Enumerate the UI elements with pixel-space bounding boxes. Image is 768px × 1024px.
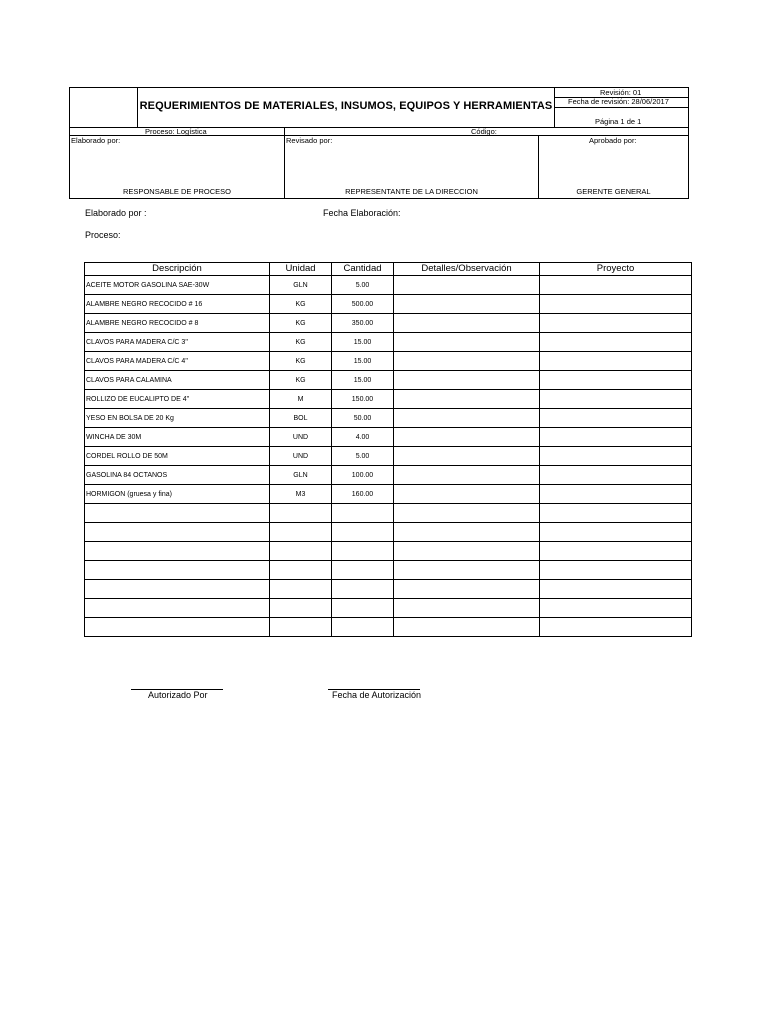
- proceso-header: Proceso: Logística: [145, 127, 207, 136]
- table-row: [85, 371, 692, 390]
- table-row: [85, 333, 692, 352]
- table-row: [85, 428, 692, 447]
- table-row: [85, 580, 692, 599]
- cell-descripcion[interactable]: [85, 523, 270, 542]
- cell-detalles[interactable]: [394, 542, 540, 561]
- cell-unidad[interactable]: [270, 618, 332, 637]
- cell-descripcion[interactable]: CLAVOS PARA CALAMINA: [85, 371, 270, 390]
- cell-detalles[interactable]: [394, 599, 540, 618]
- role-responsable: RESPONSABLE DE PROCESO: [123, 187, 231, 196]
- cell-descripcion[interactable]: [85, 618, 270, 637]
- cell-detalles[interactable]: [394, 561, 540, 580]
- cell-unidad[interactable]: [270, 599, 332, 618]
- cell-proyecto[interactable]: [540, 523, 692, 542]
- cell-detalles[interactable]: [394, 409, 540, 428]
- table-row: [85, 352, 692, 371]
- cell-detalles[interactable]: [394, 466, 540, 485]
- cell-unidad[interactable]: KG: [270, 314, 332, 333]
- cell-cantidad[interactable]: [332, 618, 394, 637]
- cell-proyecto[interactable]: [540, 314, 692, 333]
- table-row: [85, 314, 692, 333]
- cell-descripcion[interactable]: ALAMBRE NEGRO RECOCIDO # 16: [85, 295, 270, 314]
- cell-proyecto[interactable]: [540, 504, 692, 523]
- cell-detalles[interactable]: [394, 428, 540, 447]
- cell-detalles[interactable]: [394, 523, 540, 542]
- col-unidad: Unidad: [270, 263, 332, 276]
- table-header-row: [85, 263, 692, 276]
- cell-descripcion[interactable]: YESO EN BOLSA DE 20 Kg: [85, 409, 270, 428]
- cell-proyecto[interactable]: [540, 371, 692, 390]
- cell-detalles[interactable]: [394, 618, 540, 637]
- cell-unidad[interactable]: M: [270, 390, 332, 409]
- cell-proyecto[interactable]: [540, 295, 692, 314]
- cell-proyecto[interactable]: [540, 390, 692, 409]
- cell-cantidad[interactable]: 5.00: [332, 447, 394, 466]
- role-gerente: GERENTE GENERAL: [576, 187, 651, 196]
- cell-cantidad[interactable]: [332, 599, 394, 618]
- table-row: [85, 599, 692, 618]
- cell-cantidad[interactable]: 50.00: [332, 409, 394, 428]
- cell-unidad[interactable]: [270, 580, 332, 599]
- table-row: [85, 409, 692, 428]
- elaborado-label: Elaborado por:: [71, 136, 121, 145]
- role-representante: REPRESENTANTE DE LA DIRECCION: [345, 187, 478, 196]
- cell-unidad[interactable]: BOL: [270, 409, 332, 428]
- codigo-header: Código:: [471, 127, 497, 136]
- cell-cantidad[interactable]: 4.00: [332, 428, 394, 447]
- table-row: [85, 295, 692, 314]
- table-row: [85, 542, 692, 561]
- cell-proyecto[interactable]: [540, 276, 692, 295]
- cell-unidad[interactable]: KG: [270, 295, 332, 314]
- cell-cantidad[interactable]: 160.00: [332, 485, 394, 504]
- cell-proyecto[interactable]: [540, 333, 692, 352]
- cell-unidad[interactable]: [270, 504, 332, 523]
- autorizado-label: Autorizado Por: [148, 690, 208, 700]
- cell-descripcion[interactable]: WINCHA DE 30M: [85, 428, 270, 447]
- cell-descripcion[interactable]: [85, 504, 270, 523]
- cell-descripcion[interactable]: ROLLIZO DE EUCALIPTO DE 4": [85, 390, 270, 409]
- cell-cantidad[interactable]: 15.00: [332, 333, 394, 352]
- cell-descripcion[interactable]: CORDEL ROLLO DE 50M: [85, 447, 270, 466]
- cell-detalles[interactable]: [394, 485, 540, 504]
- items-table: [84, 262, 692, 637]
- table-row: [85, 523, 692, 542]
- cell-cantidad[interactable]: 5.00: [332, 276, 394, 295]
- cell-cantidad[interactable]: 100.00: [332, 466, 394, 485]
- document-title: REQUERIMIENTOS DE MATERIALES, INSUMOS, EQUIPOS Y HERRAMIENTAS: [139, 100, 553, 112]
- cell-detalles[interactable]: [394, 276, 540, 295]
- cell-detalles[interactable]: [394, 352, 540, 371]
- cell-cantidad[interactable]: 150.00: [332, 390, 394, 409]
- cell-detalles[interactable]: [394, 447, 540, 466]
- cell-unidad[interactable]: M3: [270, 485, 332, 504]
- cell-proyecto[interactable]: [540, 466, 692, 485]
- elaborado-por-field[interactable]: Elaborado por :: [85, 208, 147, 218]
- revision-date: Fecha de revisión: 28/06/2017: [568, 97, 669, 106]
- revision-number: Revisión: 01: [600, 88, 642, 97]
- cell-proyecto[interactable]: [540, 485, 692, 504]
- cell-descripcion[interactable]: ALAMBRE NEGRO RECOCIDO # 8: [85, 314, 270, 333]
- cell-descripcion[interactable]: CLAVOS PARA MADERA C/C 3": [85, 333, 270, 352]
- cell-detalles[interactable]: [394, 390, 540, 409]
- cell-descripcion[interactable]: CLAVOS PARA MADERA C/C 4": [85, 352, 270, 371]
- cell-unidad[interactable]: UND: [270, 428, 332, 447]
- cell-descripcion[interactable]: GASOLINA 84 OCTANOS: [85, 466, 270, 485]
- cell-proyecto[interactable]: [540, 618, 692, 637]
- cell-detalles[interactable]: [394, 333, 540, 352]
- cell-proyecto[interactable]: [540, 447, 692, 466]
- table-row: [85, 485, 692, 504]
- cell-proyecto[interactable]: [540, 428, 692, 447]
- cell-unidad[interactable]: [270, 542, 332, 561]
- cell-unidad[interactable]: UND: [270, 447, 332, 466]
- cell-unidad[interactable]: [270, 561, 332, 580]
- cell-unidad[interactable]: KG: [270, 352, 332, 371]
- cell-cantidad[interactable]: [332, 504, 394, 523]
- cell-proyecto[interactable]: [540, 542, 692, 561]
- col-proyecto: Proyecto: [540, 263, 692, 276]
- revisado-label: Revisado por:: [286, 136, 333, 145]
- table-row: [85, 447, 692, 466]
- cell-cantidad[interactable]: [332, 523, 394, 542]
- cell-descripcion[interactable]: [85, 599, 270, 618]
- cell-cantidad[interactable]: [332, 561, 394, 580]
- table-row: [85, 466, 692, 485]
- cell-proyecto[interactable]: [540, 409, 692, 428]
- cell-descripcion[interactable]: [85, 561, 270, 580]
- cell-proyecto[interactable]: [540, 352, 692, 371]
- cell-descripcion[interactable]: [85, 542, 270, 561]
- col-cantidad: Cantidad: [332, 263, 394, 276]
- page-number: Página 1 de 1: [595, 117, 642, 126]
- cell-cantidad[interactable]: 15.00: [332, 371, 394, 390]
- table-row: [85, 618, 692, 637]
- cell-unidad[interactable]: GLN: [270, 466, 332, 485]
- table-row: [85, 561, 692, 580]
- cell-proyecto[interactable]: [540, 561, 692, 580]
- table-row: [85, 504, 692, 523]
- cell-proyecto[interactable]: [540, 580, 692, 599]
- cell-unidad[interactable]: [270, 523, 332, 542]
- cell-detalles[interactable]: [394, 371, 540, 390]
- cell-cantidad[interactable]: [332, 580, 394, 599]
- cell-cantidad[interactable]: 350.00: [332, 314, 394, 333]
- cell-proyecto[interactable]: [540, 599, 692, 618]
- table-row: [85, 390, 692, 409]
- cell-cantidad[interactable]: 15.00: [332, 352, 394, 371]
- cell-unidad[interactable]: KG: [270, 371, 332, 390]
- col-detalles: Detalles/Observación: [394, 263, 540, 276]
- cell-detalles[interactable]: [394, 295, 540, 314]
- proceso-field[interactable]: Proceso:: [85, 230, 121, 240]
- aprobado-label: Aprobado por:: [589, 136, 637, 145]
- cell-descripcion[interactable]: [85, 580, 270, 599]
- table-row: [85, 276, 692, 295]
- cell-unidad[interactable]: KG: [270, 333, 332, 352]
- cell-unidad[interactable]: GLN: [270, 276, 332, 295]
- cell-detalles[interactable]: [394, 504, 540, 523]
- cell-detalles[interactable]: [394, 314, 540, 333]
- cell-descripcion[interactable]: HORMIGON (gruesa y fina): [85, 485, 270, 504]
- cell-cantidad[interactable]: [332, 542, 394, 561]
- fecha-elaboracion-field[interactable]: Fecha Elaboración:: [323, 208, 401, 218]
- cell-descripcion[interactable]: ACEITE MOTOR GASOLINA SAE-30W: [85, 276, 270, 295]
- document-header: [69, 87, 689, 199]
- fecha-autorizacion-label: Fecha de Autorización: [332, 690, 422, 700]
- cell-cantidad[interactable]: 500.00: [332, 295, 394, 314]
- info-column-divider: [554, 88, 555, 128]
- cell-detalles[interactable]: [394, 580, 540, 599]
- col-descripcion: Descripción: [85, 263, 270, 276]
